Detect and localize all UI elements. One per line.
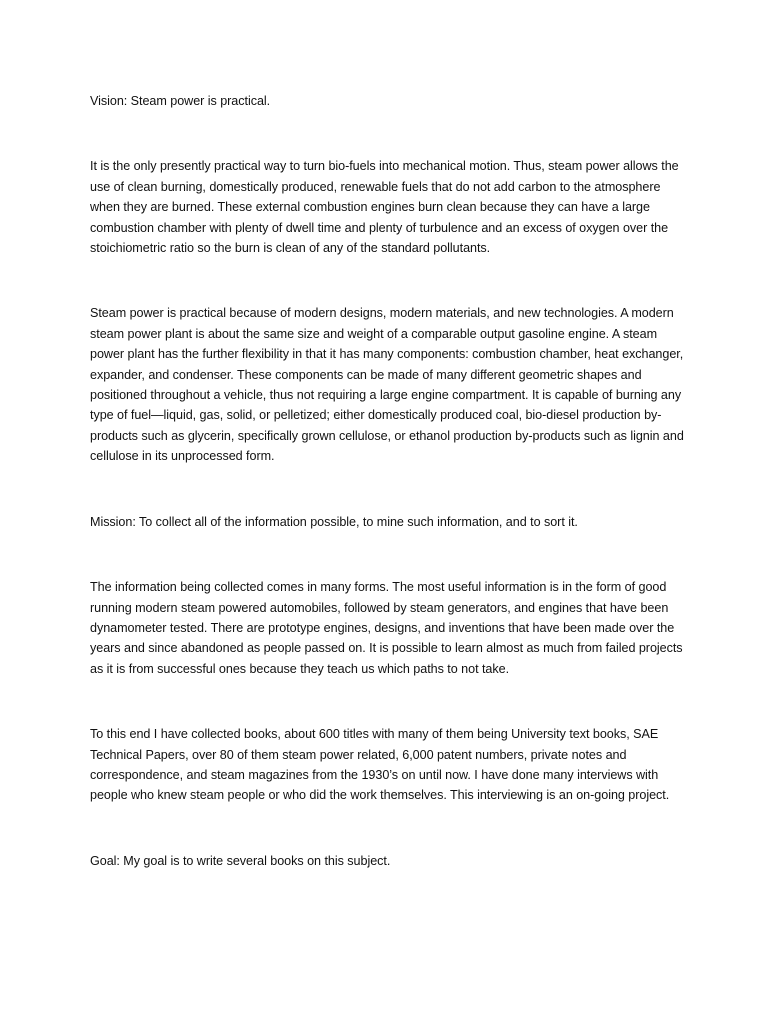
mission-heading: Mission: To collect all of the information possible, to mine such information, and to sort it. <box>90 514 578 529</box>
vision-heading: Vision: Steam power is practical. <box>90 94 271 108</box>
goal-heading: Goal: My goal is to write several books on this subject. <box>90 853 391 868</box>
paragraph-biofuels: It is the only presently practical way to turn bio-fuels into mechanical motion. Thus, steam power allows the use of clean burning, domestically produced, renewable fuels that do not add carbon to the atmosphere when they are burned. These external combustion engines burn clean because they can have a large combustion chamber with plenty of dwell time and plenty of turbulence and an excess of oxygen over the stoichiometric ratio so the burn is clean of any of the standard pollutants. <box>90 159 679 256</box>
document-page <box>90 91 690 871</box>
paragraph-information: The information being collected comes in many forms. The most useful information is in the form of good running modern steam powered automobiles, followed by steam generators, and engines that have been dynamometer tested. There are prototype engines, designs, and inventions that have been made over the years and since abandoned as people passed on. It is possible to learn almost as much from failed projects as it is from successful ones because they teach us which paths to not take. <box>90 580 683 676</box>
paragraph-practical: Steam power is practical because of modern designs, modern materials, and new technologies. A modern steam power plant is about the same size and weight of a comparable output gasoline engine. A steam power plant has the further flexibility in that it has many components: combustion chamber, heat exchanger, expander, and condenser. These components can be made of many different geometric shapes and positioned throughout a vehicle, thus not requiring a large engine compartment. It is capable of burning any type of fuel—liquid, gas, solid, or pelletized; either domestically produced coal, bio-diesel production by-products such as glycerin, specifically grown cellulose, or ethanol production by-products such as lignin and cellulose in its unprocessed form. <box>90 306 684 464</box>
paragraph-collection: To this end I have collected books, about 600 titles with many of them being University text books, SAE Technical Papers, over 80 of them steam power related, 6,000 patent numbers, private notes and correspondence, and steam magazines from the 1930’s on until now. I have done many interviews with people who knew steam people or who did the work themselves. This interviewing is an on-going project. <box>90 727 670 803</box>
